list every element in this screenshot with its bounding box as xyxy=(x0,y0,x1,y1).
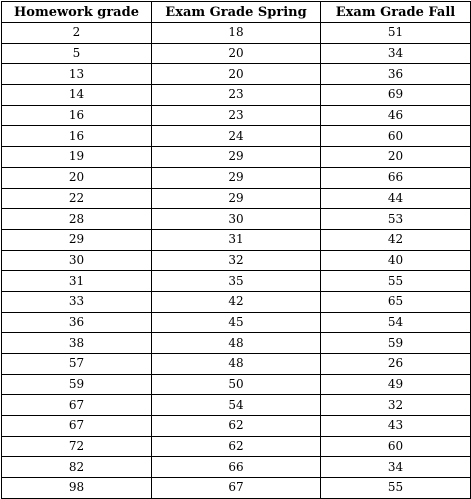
exam-grade-fall-cell: 40 xyxy=(321,250,471,271)
table-row xyxy=(2,147,471,168)
table-row xyxy=(2,229,471,250)
homework-grade-cell: 59 xyxy=(2,374,152,395)
table-row xyxy=(2,416,471,437)
exam-grade-spring-cell: 32 xyxy=(152,250,321,271)
exam-grade-fall-cell: 60 xyxy=(321,436,471,457)
exam-grade-spring-cell: 31 xyxy=(152,229,321,250)
table-row xyxy=(2,43,471,64)
homework-grade-cell: 67 xyxy=(2,416,152,437)
exam-grade-spring-cell: 54 xyxy=(152,395,321,416)
table-row xyxy=(2,354,471,375)
exam-grade-spring-cell: 50 xyxy=(152,374,321,395)
table-row xyxy=(2,374,471,395)
homework-grade-cell: 57 xyxy=(2,354,152,375)
table-row xyxy=(2,291,471,312)
header-homework-grade: Homework grade xyxy=(2,2,152,23)
homework-grade-cell: 38 xyxy=(2,333,152,354)
exam-grade-fall-cell: 34 xyxy=(321,43,471,64)
grade-table xyxy=(1,1,471,499)
homework-grade-cell: 19 xyxy=(2,147,152,168)
table-body xyxy=(2,23,471,499)
exam-grade-fall-cell: 59 xyxy=(321,333,471,354)
table-row xyxy=(2,188,471,209)
homework-grade-cell: 36 xyxy=(2,312,152,333)
exam-grade-spring-cell: 48 xyxy=(152,333,321,354)
exam-grade-spring-cell: 35 xyxy=(152,271,321,292)
exam-grade-spring-cell: 29 xyxy=(152,188,321,209)
table-row xyxy=(2,436,471,457)
exam-grade-fall-cell: 43 xyxy=(321,416,471,437)
homework-grade-cell: 13 xyxy=(2,64,152,85)
homework-grade-cell: 72 xyxy=(2,436,152,457)
exam-grade-fall-cell: 46 xyxy=(321,105,471,126)
table-row xyxy=(2,312,471,333)
exam-grade-spring-cell: 18 xyxy=(152,23,321,44)
table-row xyxy=(2,85,471,106)
homework-grade-cell: 28 xyxy=(2,209,152,230)
homework-grade-cell: 29 xyxy=(2,229,152,250)
homework-grade-cell: 2 xyxy=(2,23,152,44)
homework-grade-cell: 31 xyxy=(2,271,152,292)
exam-grade-fall-cell: 36 xyxy=(321,64,471,85)
exam-grade-spring-cell: 30 xyxy=(152,209,321,230)
exam-grade-spring-cell: 62 xyxy=(152,416,321,437)
homework-grade-cell: 33 xyxy=(2,291,152,312)
exam-grade-fall-cell: 53 xyxy=(321,209,471,230)
table-header xyxy=(2,2,471,23)
exam-grade-fall-cell: 42 xyxy=(321,229,471,250)
exam-grade-fall-cell: 54 xyxy=(321,312,471,333)
exam-grade-fall-cell: 49 xyxy=(321,374,471,395)
exam-grade-spring-cell: 23 xyxy=(152,105,321,126)
homework-grade-cell: 30 xyxy=(2,250,152,271)
exam-grade-spring-cell: 48 xyxy=(152,354,321,375)
exam-grade-spring-cell: 29 xyxy=(152,167,321,188)
exam-grade-fall-cell: 44 xyxy=(321,188,471,209)
exam-grade-spring-cell: 20 xyxy=(152,43,321,64)
exam-grade-fall-cell: 32 xyxy=(321,395,471,416)
table-row xyxy=(2,271,471,292)
exam-grade-spring-cell: 62 xyxy=(152,436,321,457)
exam-grade-spring-cell: 24 xyxy=(152,126,321,147)
homework-grade-cell: 14 xyxy=(2,85,152,106)
exam-grade-spring-cell: 23 xyxy=(152,85,321,106)
table-row xyxy=(2,126,471,147)
homework-grade-cell: 16 xyxy=(2,105,152,126)
header-exam-grade-spring: Exam Grade Spring xyxy=(152,2,321,23)
exam-grade-fall-cell: 65 xyxy=(321,291,471,312)
exam-grade-fall-cell: 69 xyxy=(321,85,471,106)
header-row xyxy=(2,2,471,23)
header-exam-grade-fall: Exam Grade Fall xyxy=(321,2,471,23)
exam-grade-spring-cell: 20 xyxy=(152,64,321,85)
homework-grade-cell: 98 xyxy=(2,478,152,499)
homework-grade-cell: 5 xyxy=(2,43,152,64)
exam-grade-fall-cell: 26 xyxy=(321,354,471,375)
homework-grade-cell: 22 xyxy=(2,188,152,209)
exam-grade-fall-cell: 51 xyxy=(321,23,471,44)
homework-grade-cell: 82 xyxy=(2,457,152,478)
exam-grade-fall-cell: 66 xyxy=(321,167,471,188)
exam-grade-fall-cell: 34 xyxy=(321,457,471,478)
homework-grade-cell: 67 xyxy=(2,395,152,416)
exam-grade-spring-cell: 67 xyxy=(152,478,321,499)
table-row xyxy=(2,23,471,44)
table-row xyxy=(2,64,471,85)
table-row xyxy=(2,333,471,354)
table-row xyxy=(2,209,471,230)
table-row xyxy=(2,395,471,416)
table-row xyxy=(2,250,471,271)
exam-grade-fall-cell: 60 xyxy=(321,126,471,147)
homework-grade-cell: 16 xyxy=(2,126,152,147)
exam-grade-spring-cell: 66 xyxy=(152,457,321,478)
exam-grade-spring-cell: 45 xyxy=(152,312,321,333)
table-row xyxy=(2,105,471,126)
table-row xyxy=(2,478,471,499)
table-row xyxy=(2,457,471,478)
table-row xyxy=(2,167,471,188)
exam-grade-spring-cell: 42 xyxy=(152,291,321,312)
exam-grade-fall-cell: 55 xyxy=(321,271,471,292)
exam-grade-fall-cell: 55 xyxy=(321,478,471,499)
homework-grade-cell: 20 xyxy=(2,167,152,188)
exam-grade-fall-cell: 20 xyxy=(321,147,471,168)
exam-grade-spring-cell: 29 xyxy=(152,147,321,168)
